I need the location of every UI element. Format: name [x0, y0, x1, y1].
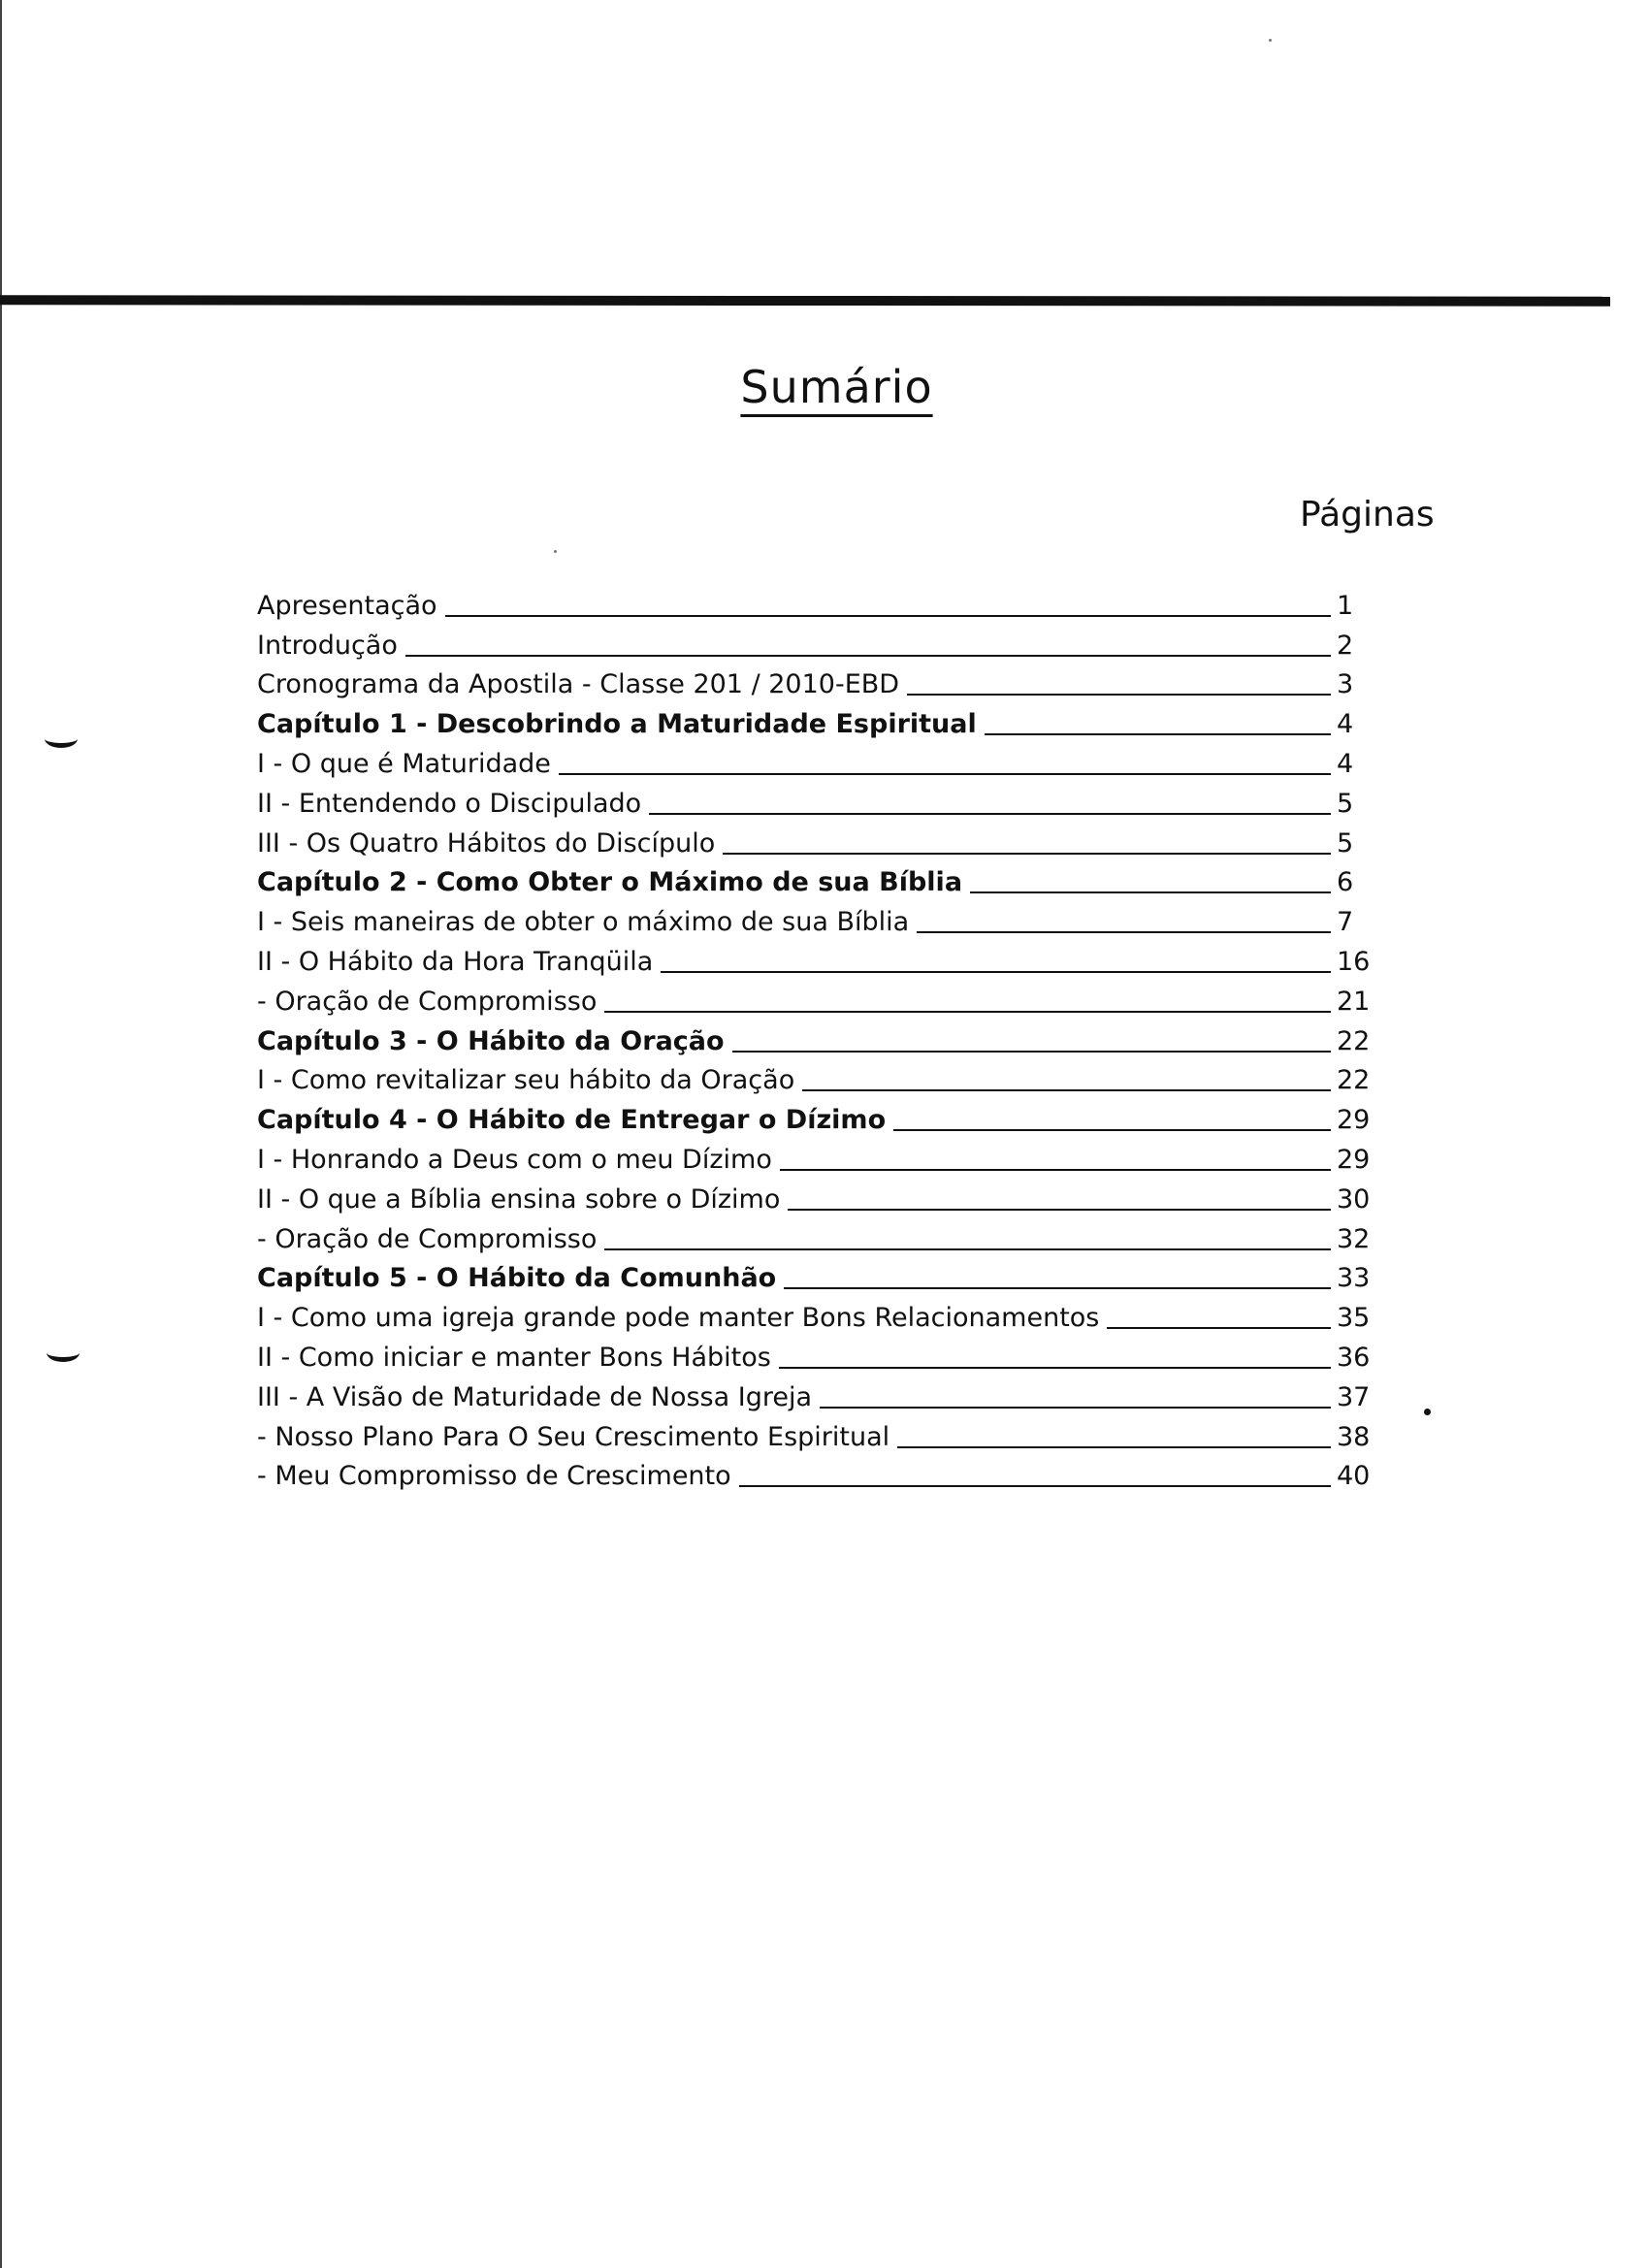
toc-page-number: 33 — [1337, 1263, 1371, 1294]
toc-page-number: 2 — [1337, 630, 1354, 661]
toc-leader-line — [779, 1366, 1331, 1369]
toc-leader-line — [897, 1445, 1331, 1448]
toc-row — [257, 1173, 1387, 1213]
toc-leader-line — [661, 970, 1331, 973]
toc-row — [257, 737, 1387, 777]
toc-row — [257, 619, 1387, 659]
pages-column-heading: Páginas — [1300, 495, 1435, 535]
toc-entry-label: - Oração de Compromisso — [257, 986, 598, 1017]
toc-entry-label: II - Como iniciar e manter Bons Hábitos — [257, 1342, 771, 1373]
toc-leader-line — [739, 1484, 1331, 1487]
toc-entry-label: I - O que é Maturidade — [257, 748, 551, 779]
toc-row — [257, 1213, 1387, 1252]
toc-page-number: 1 — [1337, 590, 1354, 621]
toc-row — [257, 579, 1387, 619]
toc-page-number: 16 — [1337, 946, 1371, 977]
toc-entry-label: I - Como uma igreja grande pode manter Bons Relacionamentos — [257, 1303, 1100, 1334]
toc-leader-line — [559, 772, 1331, 775]
toc-entry-label: III - A Visão de Maturidade de Nossa Igreja — [257, 1381, 813, 1412]
toc-page-number: 29 — [1337, 1144, 1371, 1175]
toc-leader-line — [917, 930, 1331, 933]
toc-leader-line — [985, 732, 1331, 735]
toc-leader-line — [907, 693, 1331, 696]
toc-entry-label: Capítulo 5 - O Hábito da Comunhão — [257, 1263, 777, 1294]
toc-leader-line — [788, 1208, 1331, 1211]
toc-entry-label: Capítulo 2 - Como Obter o Máximo de sua Bíblia — [257, 867, 963, 898]
toc-entry-label: - Oração de Compromisso — [257, 1223, 598, 1254]
toc-chapter-row — [257, 1252, 1387, 1292]
toc-entry-label: Capítulo 1 - Descobrindo a Maturidade Espiritual — [257, 709, 977, 740]
toc-leader-line — [802, 1088, 1331, 1091]
toc-page-number: 29 — [1337, 1105, 1371, 1136]
page-title: Sumário — [740, 361, 933, 413]
toc-row — [257, 975, 1387, 1015]
toc-entry-label: Apresentação — [257, 590, 437, 621]
toc-row — [257, 1410, 1387, 1450]
toc-leader-line — [820, 1406, 1331, 1409]
toc-entry-label: Capítulo 4 - O Hábito de Entregar o Dízimo — [257, 1105, 887, 1136]
toc-page-number: 5 — [1337, 827, 1354, 859]
toc-chapter-row — [257, 1093, 1387, 1136]
toc-page-number: 35 — [1337, 1303, 1371, 1334]
toc-leader-line — [784, 1286, 1331, 1289]
toc-page-number: 7 — [1337, 907, 1354, 938]
scan-mark — [45, 729, 78, 748]
toc-row — [257, 659, 1387, 698]
toc-entry-label: I - Seis maneiras de obter o máximo de sua Bíblia — [257, 907, 910, 938]
toc-entry-label: II - O Hábito da Hora Tranqüila — [257, 946, 654, 977]
toc-leader-line — [405, 654, 1331, 657]
toc-row — [257, 1371, 1387, 1410]
toc-chapter-row — [257, 697, 1387, 740]
toc-row — [257, 817, 1387, 857]
toc-entry-label: - Nosso Plano Para O Seu Crescimento Espiritual — [257, 1421, 890, 1452]
toc-entry-label: - Meu Compromisso de Crescimento — [257, 1461, 731, 1492]
scan-dot — [1424, 1409, 1431, 1415]
toc-entry-label: II - Entendendo o Discipulado — [257, 788, 642, 819]
toc-page-number: 40 — [1337, 1461, 1371, 1492]
toc-leader-line — [604, 1247, 1331, 1250]
toc-row — [257, 935, 1387, 975]
toc-leader-line — [893, 1128, 1331, 1131]
scan-mark — [47, 1344, 80, 1362]
toc-entry-label: I - Como revitalizar seu hábito da Oração — [257, 1065, 795, 1096]
toc-row — [257, 1450, 1387, 1490]
toc-row — [257, 1133, 1387, 1173]
toc-leader-line — [604, 1010, 1331, 1013]
scan-speck — [1269, 39, 1272, 42]
toc-entry-label: I - Honrando a Deus com o meu Dízimo — [257, 1144, 772, 1175]
toc-page-number: 21 — [1337, 986, 1371, 1017]
toc-leader-line — [723, 852, 1331, 855]
toc-leader-line — [780, 1168, 1331, 1171]
toc-chapter-row — [257, 1015, 1387, 1054]
toc-page-number: 36 — [1337, 1342, 1371, 1373]
toc-row — [257, 1291, 1387, 1334]
toc-page-number: 38 — [1337, 1421, 1371, 1452]
toc-entry-label: II - O que a Bíblia ensina sobre o Dízimo — [257, 1183, 781, 1215]
toc-page-number: 30 — [1337, 1183, 1371, 1215]
toc-entry-label: Introdução — [257, 630, 398, 661]
toc-page-number: 5 — [1337, 788, 1354, 819]
toc-page-number: 22 — [1337, 1025, 1371, 1056]
table-of-contents — [257, 579, 1387, 1492]
toc-row — [257, 895, 1387, 938]
toc-page-number: 22 — [1337, 1065, 1371, 1096]
page-edge-line — [0, 0, 2, 2268]
header-rule — [0, 295, 1610, 306]
toc-entry-label: Capítulo 3 - O Hábito da Oração — [257, 1025, 725, 1056]
toc-page-number: 32 — [1337, 1223, 1371, 1254]
toc-leader-line — [970, 891, 1331, 893]
toc-page-number: 4 — [1337, 709, 1354, 740]
toc-page-number: 6 — [1337, 867, 1354, 898]
toc-leader-line — [732, 1050, 1331, 1053]
toc-page-number: 3 — [1337, 669, 1354, 700]
toc-leader-line — [1107, 1326, 1331, 1329]
toc-row — [257, 1054, 1387, 1094]
toc-leader-line — [649, 812, 1331, 815]
toc-entry-label: III - Os Quatro Hábitos do Discípulo — [257, 827, 716, 859]
toc-chapter-row — [257, 857, 1387, 896]
toc-row — [257, 1331, 1387, 1371]
toc-page-number: 37 — [1337, 1381, 1371, 1412]
toc-page-number: 4 — [1337, 748, 1354, 779]
toc-row — [257, 777, 1387, 817]
scan-speck — [554, 550, 557, 553]
toc-leader-line — [445, 614, 1331, 617]
toc-entry-label: Cronograma da Apostila - Classe 201 / 2010-EBD — [257, 669, 900, 700]
